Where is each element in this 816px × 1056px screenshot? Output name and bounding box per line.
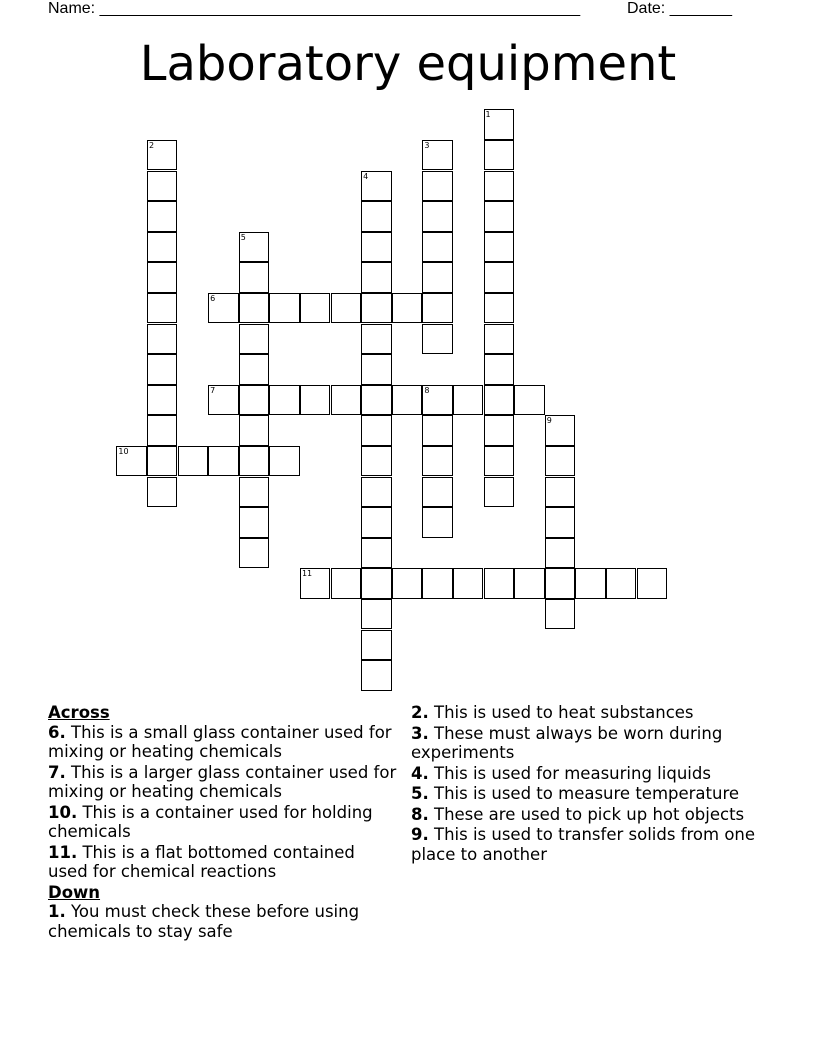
clue-text: This is a flat bottomed contained used for chemical reactions xyxy=(48,842,355,881)
crossword-cell[interactable] xyxy=(484,446,515,477)
crossword-cell[interactable] xyxy=(300,385,331,416)
crossword-cell[interactable] xyxy=(269,385,300,416)
crossword-cell[interactable] xyxy=(361,538,392,569)
crossword-cell[interactable] xyxy=(422,324,453,355)
clue-number: 1. xyxy=(48,902,66,921)
crossword-cell[interactable] xyxy=(545,446,576,477)
clue-item xyxy=(48,723,398,762)
crossword-cell[interactable] xyxy=(545,415,576,446)
crossword-cell[interactable] xyxy=(545,538,576,569)
clue-text: This is a container used for holding chemicals xyxy=(48,802,373,841)
clue-number-label: 1 xyxy=(485,110,491,120)
clues-left-column xyxy=(48,703,398,942)
clue-number: 9. xyxy=(411,825,429,844)
crossword-cell[interactable] xyxy=(545,477,576,508)
crossword-cell[interactable] xyxy=(392,385,423,416)
crossword-cell[interactable] xyxy=(545,507,576,538)
crossword-cell[interactable] xyxy=(392,568,423,599)
clue-number-label: 9 xyxy=(546,416,552,426)
clues-right-column xyxy=(411,703,761,865)
clue-item xyxy=(48,803,398,842)
crossword-cell[interactable] xyxy=(514,568,545,599)
crossword-cell[interactable] xyxy=(147,385,178,416)
crossword-cell[interactable] xyxy=(361,293,392,324)
crossword-cell[interactable] xyxy=(422,385,453,416)
across-heading: Across xyxy=(48,703,110,722)
crossword-cell[interactable] xyxy=(361,630,392,661)
clue-number: 2. xyxy=(411,703,429,722)
crossword-cell[interactable] xyxy=(484,415,515,446)
crossword-cell[interactable] xyxy=(239,446,270,477)
crossword-cell[interactable] xyxy=(484,385,515,416)
crossword-cell[interactable] xyxy=(422,568,453,599)
crossword-cell[interactable] xyxy=(361,354,392,385)
crossword-cell[interactable] xyxy=(484,477,515,508)
across-clue-list xyxy=(48,723,398,882)
crossword-cell[interactable] xyxy=(208,385,239,416)
crossword-cell[interactable] xyxy=(239,324,270,355)
crossword-cell[interactable] xyxy=(300,293,331,324)
crossword-cell[interactable] xyxy=(422,201,453,232)
crossword-cell[interactable] xyxy=(331,293,362,324)
crossword-cell[interactable] xyxy=(178,446,209,477)
crossword-cell[interactable] xyxy=(147,171,178,202)
clue-item xyxy=(411,724,761,763)
crossword-cell[interactable] xyxy=(361,232,392,263)
crossword-cell[interactable] xyxy=(147,354,178,385)
crossword-cell[interactable] xyxy=(147,293,178,324)
down-heading: Down xyxy=(48,882,101,902)
clue-number-label: 7 xyxy=(210,385,216,395)
clue-item xyxy=(411,703,761,723)
crossword-cell[interactable] xyxy=(422,415,453,446)
crossword-cell[interactable] xyxy=(422,446,453,477)
clue-number: 4. xyxy=(411,763,429,783)
crossword-cell[interactable] xyxy=(637,568,668,599)
clue-number-label: 5 xyxy=(240,232,246,242)
crossword-cell[interactable] xyxy=(116,446,147,477)
crossword-cell[interactable] xyxy=(361,477,392,508)
clue-number-label: 4 xyxy=(363,171,369,181)
clue-text: This is used for measuring liquids xyxy=(428,763,711,783)
clue-number-label: 8 xyxy=(424,385,430,395)
crossword-cell[interactable] xyxy=(361,568,392,599)
crossword-cell[interactable] xyxy=(269,446,300,477)
crossword-cell[interactable] xyxy=(269,293,300,324)
crossword-cell[interactable] xyxy=(484,262,515,293)
crossword-cell[interactable] xyxy=(484,232,515,263)
clue-text: These must always be worn during experiments xyxy=(411,723,723,762)
crossword-cell[interactable] xyxy=(361,415,392,446)
clue-text: This is used to measure temperature xyxy=(428,784,740,803)
down-clue-list-left xyxy=(48,902,398,941)
crossword-cell[interactable] xyxy=(422,232,453,263)
crossword-cell[interactable] xyxy=(484,354,515,385)
clue-text: This is a small glass container used for mixing or heating chemicals xyxy=(48,722,392,761)
clue-number-label: 6 xyxy=(210,293,216,303)
clue-text: This is used to transfer solids from one place to another xyxy=(411,825,756,864)
clue-number: 10. xyxy=(48,802,78,822)
crossword-cell[interactable] xyxy=(239,538,270,569)
clue-number: 11. xyxy=(48,842,78,862)
date-field-label: Date: _______ xyxy=(627,0,732,17)
crossword-cell[interactable] xyxy=(239,232,270,263)
clue-number: 5. xyxy=(411,784,429,803)
clue-item xyxy=(48,763,398,802)
crossword-cell[interactable] xyxy=(453,568,484,599)
crossword-cell[interactable] xyxy=(239,354,270,385)
crossword-cell[interactable] xyxy=(545,599,576,630)
crossword-cell[interactable] xyxy=(239,293,270,324)
clue-text: These are used to pick up hot objects xyxy=(428,804,745,824)
crossword-cell[interactable] xyxy=(208,446,239,477)
clue-item xyxy=(48,843,398,882)
clue-number-label: 3 xyxy=(424,140,430,150)
clue-item xyxy=(48,902,398,941)
crossword-cell[interactable] xyxy=(422,293,453,324)
crossword-cell[interactable] xyxy=(606,568,637,599)
clue-number-label: 10 xyxy=(118,446,129,456)
crossword-cell[interactable] xyxy=(147,201,178,232)
crossword-cell[interactable] xyxy=(484,109,515,140)
clue-number-label: 2 xyxy=(148,140,155,150)
crossword-cell[interactable] xyxy=(484,293,515,324)
crossword-cell[interactable] xyxy=(331,568,362,599)
clue-item xyxy=(411,784,761,804)
crossword-cell[interactable] xyxy=(484,324,515,355)
down-clue-list-right xyxy=(411,703,761,864)
crossword-cell[interactable] xyxy=(147,446,178,477)
crossword-cell[interactable] xyxy=(361,201,392,232)
crossword-cell[interactable] xyxy=(484,568,515,599)
crossword-cell[interactable] xyxy=(239,385,270,416)
crossword-cell[interactable] xyxy=(331,385,362,416)
clue-number-label: 11 xyxy=(301,569,313,579)
clue-number: 8. xyxy=(411,804,429,824)
crossword-cell[interactable] xyxy=(484,201,515,232)
clue-text: This is used to heat substances xyxy=(428,703,694,722)
crossword-cell[interactable] xyxy=(484,171,515,202)
crossword-cell[interactable] xyxy=(422,171,453,202)
crossword-cell[interactable] xyxy=(239,415,270,446)
crossword-cell[interactable] xyxy=(361,660,392,691)
crossword-cell[interactable] xyxy=(453,385,484,416)
crossword-cell[interactable] xyxy=(575,568,606,599)
crossword-cell[interactable] xyxy=(545,568,576,599)
crossword-cell[interactable] xyxy=(422,140,453,171)
crossword-cell[interactable] xyxy=(147,262,178,293)
clue-number: 7. xyxy=(48,762,66,782)
crossword-cell[interactable] xyxy=(300,568,331,599)
clue-number: 3. xyxy=(411,723,429,743)
crossword-cell[interactable] xyxy=(514,385,545,416)
crossword-cell[interactable] xyxy=(239,477,270,508)
crossword-cell[interactable] xyxy=(361,171,392,202)
crossword-cell[interactable] xyxy=(361,324,392,355)
crossword-cell[interactable] xyxy=(422,477,453,508)
crossword-cell[interactable] xyxy=(239,262,270,293)
crossword-cell[interactable] xyxy=(147,324,178,355)
crossword-cell[interactable] xyxy=(422,507,453,538)
crossword-cell[interactable] xyxy=(361,262,392,293)
crossword-cell[interactable] xyxy=(361,446,392,477)
clue-item xyxy=(411,805,761,825)
crossword-cell[interactable] xyxy=(147,415,178,446)
crossword-cell[interactable] xyxy=(147,477,178,508)
crossword-cell[interactable] xyxy=(361,507,392,538)
clue-item xyxy=(411,825,761,864)
crossword-cell[interactable] xyxy=(147,232,178,263)
crossword-cell[interactable] xyxy=(361,599,392,630)
page-title: Laboratory equipment xyxy=(139,36,677,92)
clue-text: This is a larger glass container used for mixing or heating chemicals xyxy=(48,762,397,801)
name-field-label: Name: ______________________________________________________ xyxy=(48,0,581,17)
clue-text: You must check these before using chemicals to stay safe xyxy=(48,902,360,941)
crossword-cell[interactable] xyxy=(239,507,270,538)
crossword-cell[interactable] xyxy=(147,140,178,171)
crossword-cell[interactable] xyxy=(484,140,515,171)
clue-number: 6. xyxy=(48,722,66,742)
crossword-cell[interactable] xyxy=(361,385,392,416)
crossword-cell[interactable] xyxy=(392,293,423,324)
crossword-cell[interactable] xyxy=(422,262,453,293)
crossword-cell[interactable] xyxy=(208,293,239,324)
clue-item xyxy=(411,764,761,784)
